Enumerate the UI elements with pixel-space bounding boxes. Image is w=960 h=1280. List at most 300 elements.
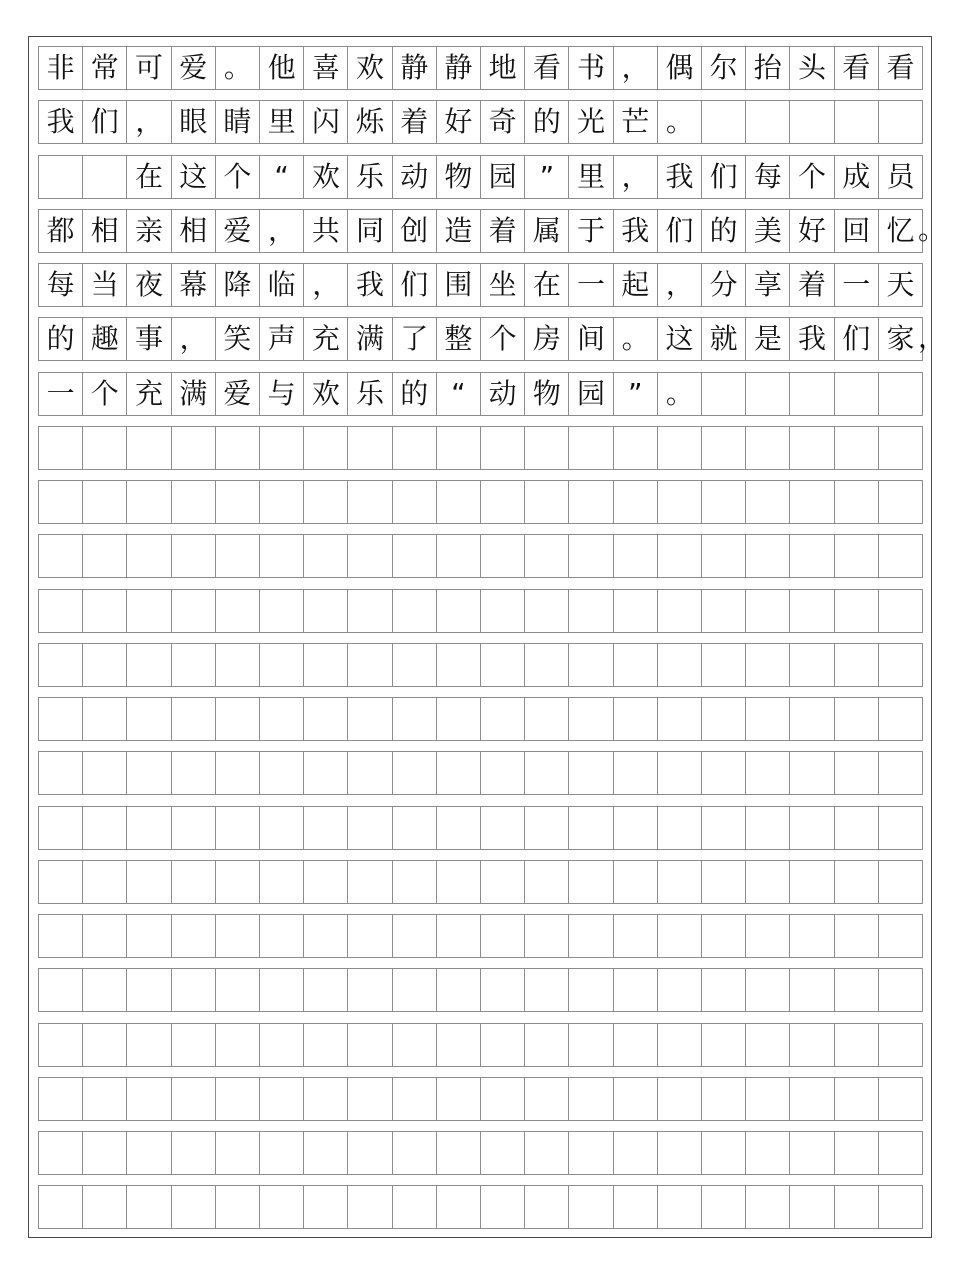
grid-cell: [260, 644, 304, 686]
grid-cell: [481, 698, 525, 740]
grid-cell: [525, 427, 569, 469]
grid-cell: [569, 1186, 613, 1228]
grid-cell: [260, 698, 304, 740]
grid-cell: [393, 535, 437, 577]
grid-cell: 房: [525, 318, 569, 360]
grid-cell: [835, 807, 879, 849]
grid-cell: [746, 481, 790, 523]
grid-cell: 静: [393, 47, 437, 89]
grid-cell: 着: [393, 101, 437, 143]
grid-cell: 乐: [348, 156, 392, 198]
grid-cell: [879, 1186, 923, 1228]
grid-cell: [304, 698, 348, 740]
grid-cell: [569, 969, 613, 1011]
grid-cell: [746, 1186, 790, 1228]
grid-cell: [614, 1024, 658, 1066]
grid-cell: [260, 1024, 304, 1066]
grid-cell: [393, 1078, 437, 1120]
grid-cell: 属: [525, 210, 569, 252]
grid-cell: [437, 1186, 481, 1228]
grid-cell: [525, 752, 569, 794]
grid-cell: [569, 807, 613, 849]
grid-cell: [83, 535, 127, 577]
grid-cell: 忆: [879, 210, 923, 252]
grid-cell: 是: [746, 318, 790, 360]
grid-row: [38, 1185, 923, 1229]
grid-cell: 员: [879, 156, 923, 198]
grid-cell: [348, 1186, 392, 1228]
grid-cell: [658, 752, 702, 794]
grid-cell: [437, 644, 481, 686]
grid-cell: [614, 481, 658, 523]
grid-cell: [790, 969, 834, 1011]
grid-cell: [746, 915, 790, 957]
grid-cell: [525, 481, 569, 523]
grid-cell: [790, 1186, 834, 1228]
grid-cell: 看: [835, 47, 879, 89]
grid-cell: [481, 535, 525, 577]
grid-cell: ，: [260, 210, 304, 252]
grid-cell: [569, 481, 613, 523]
grid-cell: [835, 535, 879, 577]
grid-cell: [348, 752, 392, 794]
grid-cell: [790, 644, 834, 686]
grid-cell: 常: [83, 47, 127, 89]
grid-cell: [348, 807, 392, 849]
grid-cell: [746, 1024, 790, 1066]
grid-cell: [39, 1186, 83, 1228]
grid-cell: ”: [525, 156, 569, 198]
grid-cell: [83, 915, 127, 957]
grid-cell: 个: [216, 156, 260, 198]
grid-cell: [879, 807, 923, 849]
grid-cell: [348, 915, 392, 957]
grid-cell: 这: [172, 156, 216, 198]
grid-cell: 一: [569, 264, 613, 306]
grid-cell: 个: [481, 318, 525, 360]
grid-cell: [260, 1132, 304, 1174]
grid-cell: [348, 969, 392, 1011]
grid-cell: [614, 698, 658, 740]
grid-cell: 的: [39, 318, 83, 360]
grid-cell: [790, 915, 834, 957]
grid-cell: [746, 698, 790, 740]
grid-cell: [348, 644, 392, 686]
grid-cell: [702, 1078, 746, 1120]
grid-cell: [658, 969, 702, 1011]
grid-cell: [348, 590, 392, 632]
grid-row: [38, 914, 923, 958]
grid-cell: [172, 427, 216, 469]
grid-cell: [614, 807, 658, 849]
grid-cell: [569, 698, 613, 740]
grid-cell: [127, 807, 171, 849]
grid-cell: [614, 861, 658, 903]
grid-cell: [172, 1186, 216, 1228]
grid-cell: ，: [614, 156, 658, 198]
grid-cell: 欢: [304, 373, 348, 415]
grid-cell: [746, 535, 790, 577]
grid-cell: [437, 481, 481, 523]
grid-cell: [702, 969, 746, 1011]
grid-cell: [790, 807, 834, 849]
grid-cell: 烁: [348, 101, 392, 143]
grid-cell: [437, 752, 481, 794]
grid-cell: 与: [260, 373, 304, 415]
grid-cell: [835, 1078, 879, 1120]
grid-cell: [348, 861, 392, 903]
grid-cell: 看: [525, 47, 569, 89]
grid-cell: 里: [569, 156, 613, 198]
grid-cell: [172, 752, 216, 794]
grid-cell: [879, 1132, 923, 1174]
grid-cell: [702, 915, 746, 957]
grid-cell: [348, 698, 392, 740]
grid-cell: [172, 644, 216, 686]
grid-cell: [260, 1078, 304, 1120]
grid-row: [38, 372, 923, 416]
grid-cell: [790, 535, 834, 577]
grid-cell: [393, 1186, 437, 1228]
grid-cell: [83, 752, 127, 794]
grid-cell: [746, 752, 790, 794]
grid-cell: [83, 590, 127, 632]
grid-cell: [658, 1132, 702, 1174]
grid-cell: 围: [437, 264, 481, 306]
grid-cell: [437, 698, 481, 740]
grid-cell: [879, 698, 923, 740]
grid-cell: [879, 590, 923, 632]
grid-cell: 每: [746, 156, 790, 198]
grid-cell: [481, 807, 525, 849]
grid-cell: [879, 915, 923, 957]
grid-cell: [216, 481, 260, 523]
grid-cell: [172, 861, 216, 903]
grid-cell: [658, 1078, 702, 1120]
grid-cell: [216, 535, 260, 577]
grid-cell: [348, 1024, 392, 1066]
grid-cell: [216, 698, 260, 740]
grid-cell: 个: [83, 373, 127, 415]
grid-cell: [348, 427, 392, 469]
grid-cell: 乐: [348, 373, 392, 415]
grid-cell: 们: [835, 318, 879, 360]
grid-cell: [83, 807, 127, 849]
grid-cell: [260, 481, 304, 523]
grid-cell: 满: [348, 318, 392, 360]
grid-cell: [83, 861, 127, 903]
grid-cell: [746, 807, 790, 849]
grid-cell: 。: [614, 318, 658, 360]
grid-cell: [481, 1078, 525, 1120]
grid-cell: [304, 1078, 348, 1120]
grid-row: [38, 263, 923, 307]
grid-cell: [481, 481, 525, 523]
grid-cell: 我: [39, 101, 83, 143]
grid-cell: 静: [437, 47, 481, 89]
grid-cell: [702, 590, 746, 632]
grid-cell: 起: [614, 264, 658, 306]
grid-row: [38, 1131, 923, 1175]
grid-cell: 笑: [216, 318, 260, 360]
grid-cell: [746, 590, 790, 632]
grid-cell: [614, 590, 658, 632]
grid-cell: 。: [658, 101, 702, 143]
grid-cell: [879, 1024, 923, 1066]
grid-cell: [835, 373, 879, 415]
grid-cell: [216, 590, 260, 632]
grid-cell: [216, 752, 260, 794]
grid-cell: [393, 698, 437, 740]
grid-cell: [614, 427, 658, 469]
grid-cell: 同: [348, 210, 392, 252]
grid-cell: [702, 1186, 746, 1228]
grid-cell: 我: [348, 264, 392, 306]
grid-cell: [525, 590, 569, 632]
grid-cell: 着: [481, 210, 525, 252]
grid-cell: [437, 969, 481, 1011]
grid-cell: [746, 427, 790, 469]
grid-cell: ，: [658, 264, 702, 306]
grid-cell: 享: [746, 264, 790, 306]
grid-cell: [835, 481, 879, 523]
grid-cell: [658, 1024, 702, 1066]
grid-row: [38, 155, 923, 199]
grid-cell: [304, 752, 348, 794]
grid-cell: 充: [127, 373, 171, 415]
grid-cell: [127, 915, 171, 957]
grid-cell: 当: [83, 264, 127, 306]
grid-cell: 动: [393, 156, 437, 198]
grid-cell: 一: [835, 264, 879, 306]
grid-cell: [127, 427, 171, 469]
grid-cell: [525, 969, 569, 1011]
grid-cell: 的: [393, 373, 437, 415]
grid-cell: [746, 1078, 790, 1120]
grid-cell: [39, 698, 83, 740]
grid-cell: [658, 698, 702, 740]
grid-cell: [746, 1132, 790, 1174]
grid-cell: 爱: [216, 373, 260, 415]
grid-cell: [614, 1132, 658, 1174]
grid-row: [38, 480, 923, 524]
grid-cell: 整: [437, 318, 481, 360]
grid-cell: [393, 1024, 437, 1066]
grid-cell: [702, 535, 746, 577]
grid-cell: [83, 698, 127, 740]
grid-cell: [614, 1078, 658, 1120]
grid-cell: [216, 969, 260, 1011]
grid-cell: 我: [790, 318, 834, 360]
grid-cell: [216, 644, 260, 686]
grid-cell: [127, 1024, 171, 1066]
grid-cell: 夜: [127, 264, 171, 306]
grid-cell: [658, 481, 702, 523]
grid-cell: [437, 1132, 481, 1174]
grid-row: [38, 209, 923, 253]
grid-cell: 好: [437, 101, 481, 143]
grid-cell: [39, 807, 83, 849]
grid-cell: 在: [525, 264, 569, 306]
grid-cell: 回: [835, 210, 879, 252]
grid-cell: 共: [304, 210, 348, 252]
grid-cell: [835, 1024, 879, 1066]
grid-cell: 芒: [614, 101, 658, 143]
grid-cell: [790, 481, 834, 523]
grid-cell: [39, 590, 83, 632]
grid-cell: [127, 1132, 171, 1174]
grid-cell: [790, 1078, 834, 1120]
grid-cell: [216, 1132, 260, 1174]
grid-cell: 亲: [127, 210, 171, 252]
grid-cell: 园: [569, 373, 613, 415]
grid-cell: 趣: [83, 318, 127, 360]
grid-cell: 美: [746, 210, 790, 252]
grid-cell: [525, 915, 569, 957]
grid-cell: [216, 915, 260, 957]
grid-row: [38, 643, 923, 687]
grid-cell: [835, 427, 879, 469]
grid-cell: [569, 644, 613, 686]
grid-cell: [127, 752, 171, 794]
grid-cell: [658, 535, 702, 577]
grid-row: [38, 589, 923, 633]
grid-cell: 爱: [216, 210, 260, 252]
grid-cell: [614, 969, 658, 1011]
grid-cell: [348, 535, 392, 577]
grid-cell: [525, 698, 569, 740]
grid-cell: 里: [260, 101, 304, 143]
grid-cell: 我: [614, 210, 658, 252]
grid-cell: [216, 427, 260, 469]
grid-cell: [393, 861, 437, 903]
grid-cell: [569, 1132, 613, 1174]
grid-cell: 分: [702, 264, 746, 306]
grid-cell: [304, 481, 348, 523]
grid-cell: [216, 1024, 260, 1066]
grid-cell: [216, 861, 260, 903]
grid-cell: 睛: [216, 101, 260, 143]
grid-cell: [879, 644, 923, 686]
grid-cell: [260, 427, 304, 469]
grid-cell: 们: [702, 156, 746, 198]
grid-cell: [83, 1078, 127, 1120]
grid-cell: [525, 1024, 569, 1066]
grid-cell: 欢: [348, 47, 392, 89]
grid-cell: [702, 427, 746, 469]
grid-cell: 于: [569, 210, 613, 252]
grid-cell: [702, 644, 746, 686]
grid-cell: [304, 807, 348, 849]
grid-cell: [304, 969, 348, 1011]
grid-cell: [393, 807, 437, 849]
grid-cell: [614, 752, 658, 794]
grid-cell: [437, 861, 481, 903]
grid-cell: [304, 1024, 348, 1066]
grid-cell: [702, 1132, 746, 1174]
grid-cell: [525, 1078, 569, 1120]
grid-cell: [746, 969, 790, 1011]
grid-row: [38, 426, 923, 470]
grid-cell: [260, 807, 304, 849]
grid-cell: [304, 427, 348, 469]
grid-cell: [790, 101, 834, 143]
grid-cell: 们: [658, 210, 702, 252]
grid-row: [38, 860, 923, 904]
grid-cell: [658, 1186, 702, 1228]
grid-row: [38, 806, 923, 850]
grid-cell: 了: [393, 318, 437, 360]
grid-cell: [835, 752, 879, 794]
grid-cell: [127, 1078, 171, 1120]
grid-cell: [790, 1132, 834, 1174]
grid-cell: 临: [260, 264, 304, 306]
grid-cell: 坐: [481, 264, 525, 306]
grid-cell: [437, 915, 481, 957]
grid-cell: [83, 156, 127, 198]
grid-cell: 就: [702, 318, 746, 360]
grid-cell: [702, 1024, 746, 1066]
grid-cell: [658, 590, 702, 632]
grid-cell: 成: [835, 156, 879, 198]
grid-cell: 着: [790, 264, 834, 306]
grid-cell: 他: [260, 47, 304, 89]
grid-cell: [172, 1024, 216, 1066]
grid-cell: [614, 535, 658, 577]
grid-cell: [393, 752, 437, 794]
grid-cell: 个: [790, 156, 834, 198]
grid-cell: [83, 1024, 127, 1066]
grid-cell: “: [260, 156, 304, 198]
grid-cell: [525, 535, 569, 577]
grid-cell: [393, 915, 437, 957]
grid-cell: 非: [39, 47, 83, 89]
grid-cell: [835, 698, 879, 740]
grid-cell: ，: [614, 47, 658, 89]
grid-cell: [525, 861, 569, 903]
grid-cell: [304, 915, 348, 957]
grid-cell: [127, 861, 171, 903]
grid-cell: 尔: [702, 47, 746, 89]
grid-cell: ”: [614, 373, 658, 415]
grid-cell: [39, 644, 83, 686]
grid-cell: [835, 1132, 879, 1174]
grid-cell: [127, 535, 171, 577]
grid-cell: [481, 1024, 525, 1066]
grid-cell: [790, 752, 834, 794]
grid-row: [38, 317, 923, 361]
grid-cell: [39, 1024, 83, 1066]
grid-cell: ，: [304, 264, 348, 306]
grid-cell: [835, 1186, 879, 1228]
grid-cell: [348, 1078, 392, 1120]
grid-cell: 可: [127, 47, 171, 89]
grid-cell: 物: [437, 156, 481, 198]
grid-cell: [260, 861, 304, 903]
grid-cell: [172, 915, 216, 957]
grid-cell: 创: [393, 210, 437, 252]
grid-cell: [835, 969, 879, 1011]
grid-cell: [702, 861, 746, 903]
grid-cell: [481, 969, 525, 1011]
grid-cell: [348, 1132, 392, 1174]
grid-cell: [393, 427, 437, 469]
grid-cell: [702, 101, 746, 143]
grid-cell: [569, 535, 613, 577]
grid-cell: [216, 1186, 260, 1228]
grid-row: [38, 751, 923, 795]
grid-cell: 喜: [304, 47, 348, 89]
